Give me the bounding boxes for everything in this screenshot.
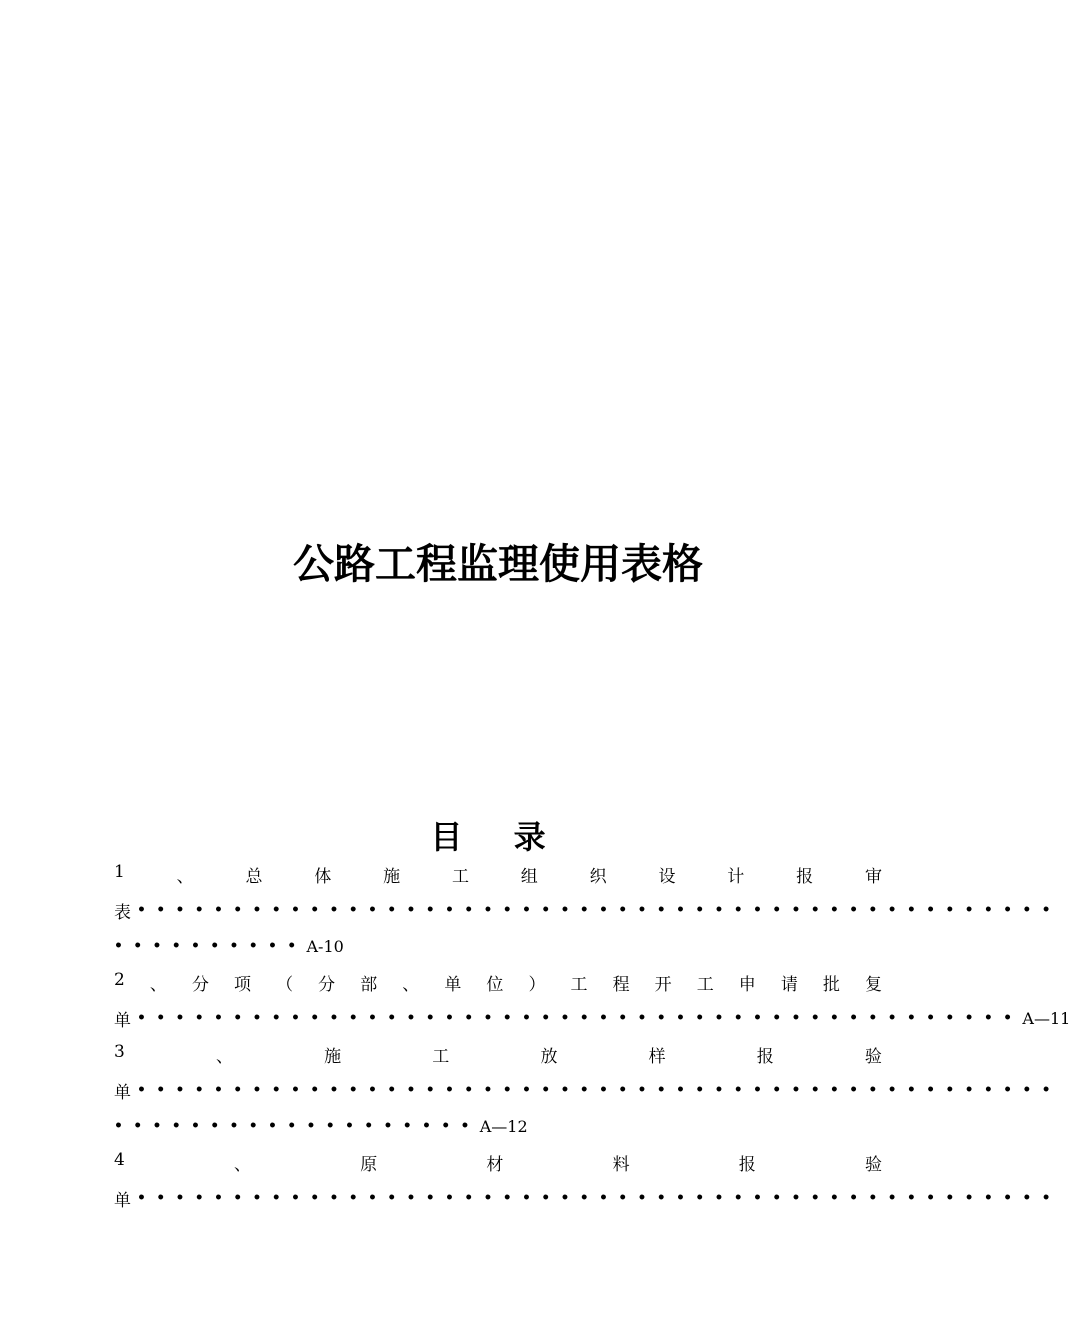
dot-leader: •••••••••••••••••••••••••••••••••••••••••••••• xyxy=(137,1010,1023,1026)
toc-entry-1-page[interactable]: A-10 xyxy=(306,936,344,956)
toc-entry-1-continued: 表 xyxy=(114,902,131,923)
toc-entry-2-title[interactable] xyxy=(114,964,882,1000)
toc-entry-2-page[interactable]: A—11 xyxy=(1022,1008,1070,1028)
dot-leader: •••••••••••••••••••••••••••••••••••••••••••••••• xyxy=(137,902,1061,918)
dot-leader: •••••••••••••••••••••••••••••••••••••••••••••••• xyxy=(137,1082,1061,1098)
toc-entry-2-leader xyxy=(114,1000,1070,1036)
toc-entry-4-leader xyxy=(114,1180,1061,1216)
dot-leader: •••••••••••••••••••••••••••••••••••••••••••••••• xyxy=(137,1190,1061,1206)
toc-entry-4-title-text: 4 、 原 材 料 报 验 xyxy=(114,1149,882,1175)
toc-entry-2-continued: 单 xyxy=(114,1010,131,1031)
document-title: 公路工程监理使用表格 xyxy=(293,540,703,588)
toc-entry-2-title-text: 2 、 分 项 （ 分 部 、 单 位 ） 工 程 开 工 申 请 批 复 xyxy=(114,969,882,995)
table-of-contents xyxy=(114,856,1070,1216)
dot-leader: ••••••••••••••••••• xyxy=(114,1118,480,1134)
toc-entry-1-title-text: 1 、 总 体 施 工 组 织 设 计 报 审 xyxy=(114,861,882,887)
toc-entry-3-title-text: 3 、 施 工 放 样 报 验 xyxy=(114,1041,882,1067)
toc-entry-1-leader xyxy=(114,892,1061,928)
toc-entry-1-pageline xyxy=(114,928,882,964)
toc-entry-3-leader xyxy=(114,1072,1061,1108)
toc-entry-3-continued: 单 xyxy=(114,1082,131,1103)
toc-entry-3-title[interactable] xyxy=(114,1036,882,1072)
toc-entry-3-pageline xyxy=(114,1108,882,1144)
dot-leader: •••••••••• xyxy=(114,938,307,954)
toc-entry-4-title[interactable] xyxy=(114,1144,882,1180)
toc-entry-3-page[interactable]: A—12 xyxy=(479,1116,528,1136)
toc-entry-1-title[interactable] xyxy=(114,856,882,892)
toc-heading: 目 录 xyxy=(430,818,566,856)
toc-entry-4-continued: 单 xyxy=(114,1190,131,1211)
